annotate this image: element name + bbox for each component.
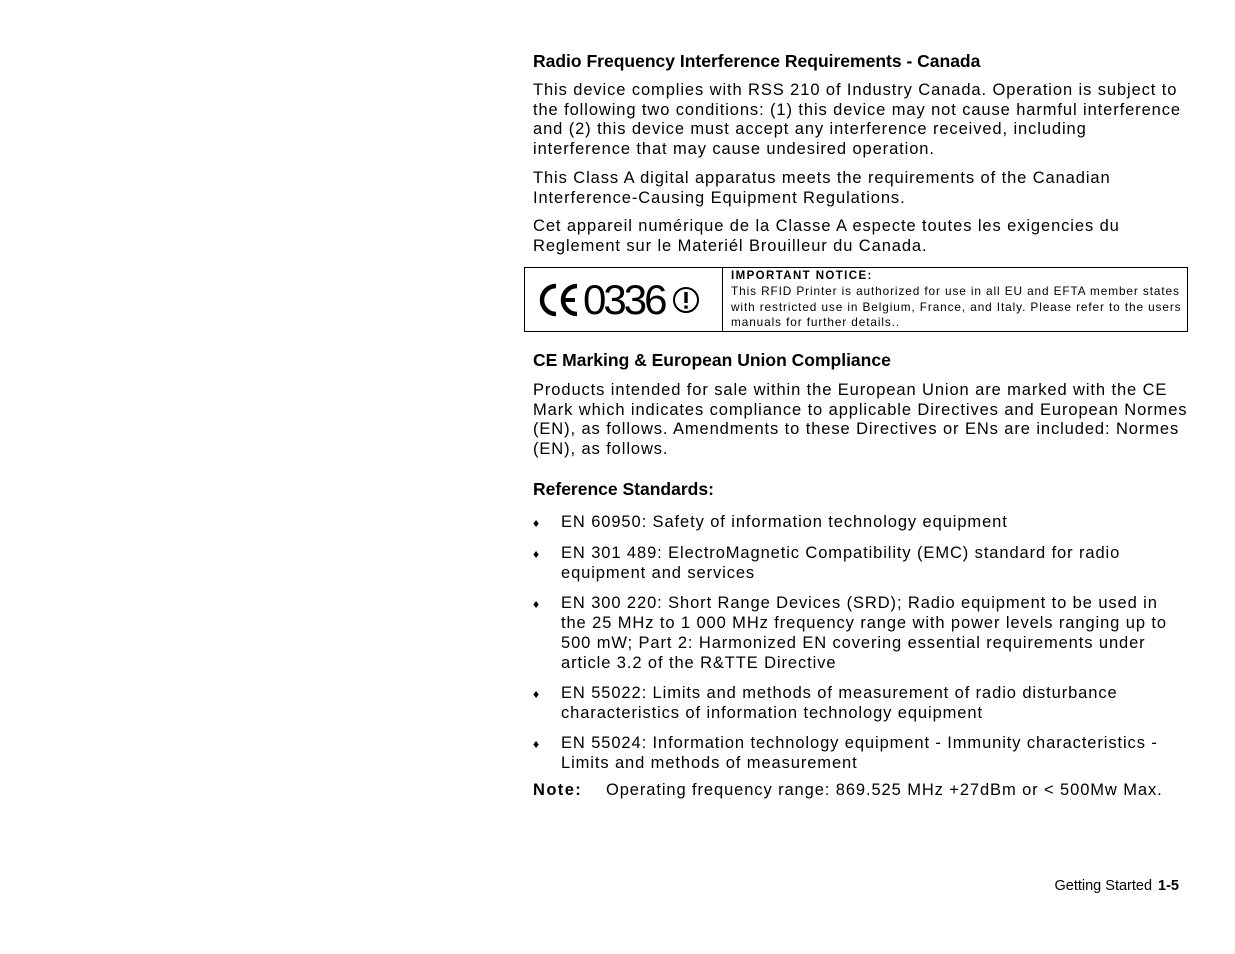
diamond-bullet-icon: ♦ (533, 546, 540, 561)
page-footer (1055, 877, 1180, 895)
paragraph-ce-mark: Products intended for sale within the European Union are marked with the CE Mark which indicates compliance to applicable Directives and European Normes (EN), as follows. Amendments to these Directives or ENs are included: Normes (EN), as follows. (533, 381, 1188, 459)
paragraph-rss210: This device complies with RSS 210 of Industry Canada. Operation is subject to the following two conditions: (1) this device may not cause harmful interference and (2) this device must accept any interference received, including interference that may cause undesired operation. (533, 81, 1181, 159)
notified-body-number: 0336 (583, 275, 665, 323)
list-item (533, 683, 1188, 723)
diamond-bullet-icon: ♦ (533, 736, 540, 751)
list-item (533, 512, 1188, 533)
ce-mark-icon (537, 280, 581, 320)
paragraph-class-a: This Class A digital apparatus meets the requirements of the Canadian Interference-Causing Equipment Regulations. (533, 168, 1111, 207)
paragraph-french: Cet appareil numérique de la Classe A especte toutes les exigencies du Reglement sur le Materiél Brouilleur du Canada. (533, 217, 1120, 255)
section-heading-canada: Radio Frequency Interference Requirements - Canada (533, 51, 981, 71)
notice-body: This RFID Printer is authorized for use in all EU and EFTA member states with restricted use in Belgium, France, and Italy. Please refer to the users manuals for further details.. (731, 284, 1182, 329)
page-number: 1-5 (1158, 878, 1179, 894)
list-item (533, 543, 1188, 583)
note-text: Operating frequency range: 869.525 MHz +27dBm or < 500Mw Max. (606, 780, 1163, 799)
footer-section-title: Getting Started (1054, 878, 1153, 894)
section-heading-ce: CE Marking & European Union Compliance (533, 350, 891, 370)
standard-text: EN 55024: Information technology equipment - Immunity characteristics - Limits and methods of measurement (561, 733, 1158, 772)
notice-title: IMPORTANT NOTICE: (731, 270, 873, 282)
notice-text-block (723, 268, 1187, 331)
important-notice-box (524, 267, 1188, 332)
section-heading-reference-standards: Reference Standards: (533, 478, 714, 499)
canada-section (533, 48, 1188, 257)
standard-text: EN 55022: Limits and methods of measurement of radio disturbance characteristics of information technology equipment (561, 683, 1118, 722)
standard-text: EN 301 489: ElectroMagnetic Compatibility (EMC) standard for radio equipment and services (561, 543, 1121, 582)
list-item (533, 733, 1188, 773)
note-label: Note: (533, 780, 583, 799)
ce-section (533, 349, 1188, 801)
list-item (533, 593, 1188, 673)
diamond-bullet-icon: ♦ (533, 515, 540, 530)
diamond-bullet-icon: ♦ (533, 686, 540, 701)
standard-text: EN 300 220: Short Range Devices (SRD); Radio equipment to be used in the 25 MHz to 1 000 MHz frequency range with power levels ranging up to 500 mW; Part 2: Harmonized EN covering essential requirements under article 3.2 of the R&TTE Directive (561, 593, 1167, 672)
standards-list (533, 512, 1188, 773)
ce-mark-block (525, 268, 723, 331)
standard-text: EN 60950: Safety of information technology equipment (561, 512, 1008, 531)
operating-frequency-note (533, 781, 1188, 801)
alert-class-icon (672, 286, 700, 314)
diamond-bullet-icon: ♦ (533, 596, 540, 611)
